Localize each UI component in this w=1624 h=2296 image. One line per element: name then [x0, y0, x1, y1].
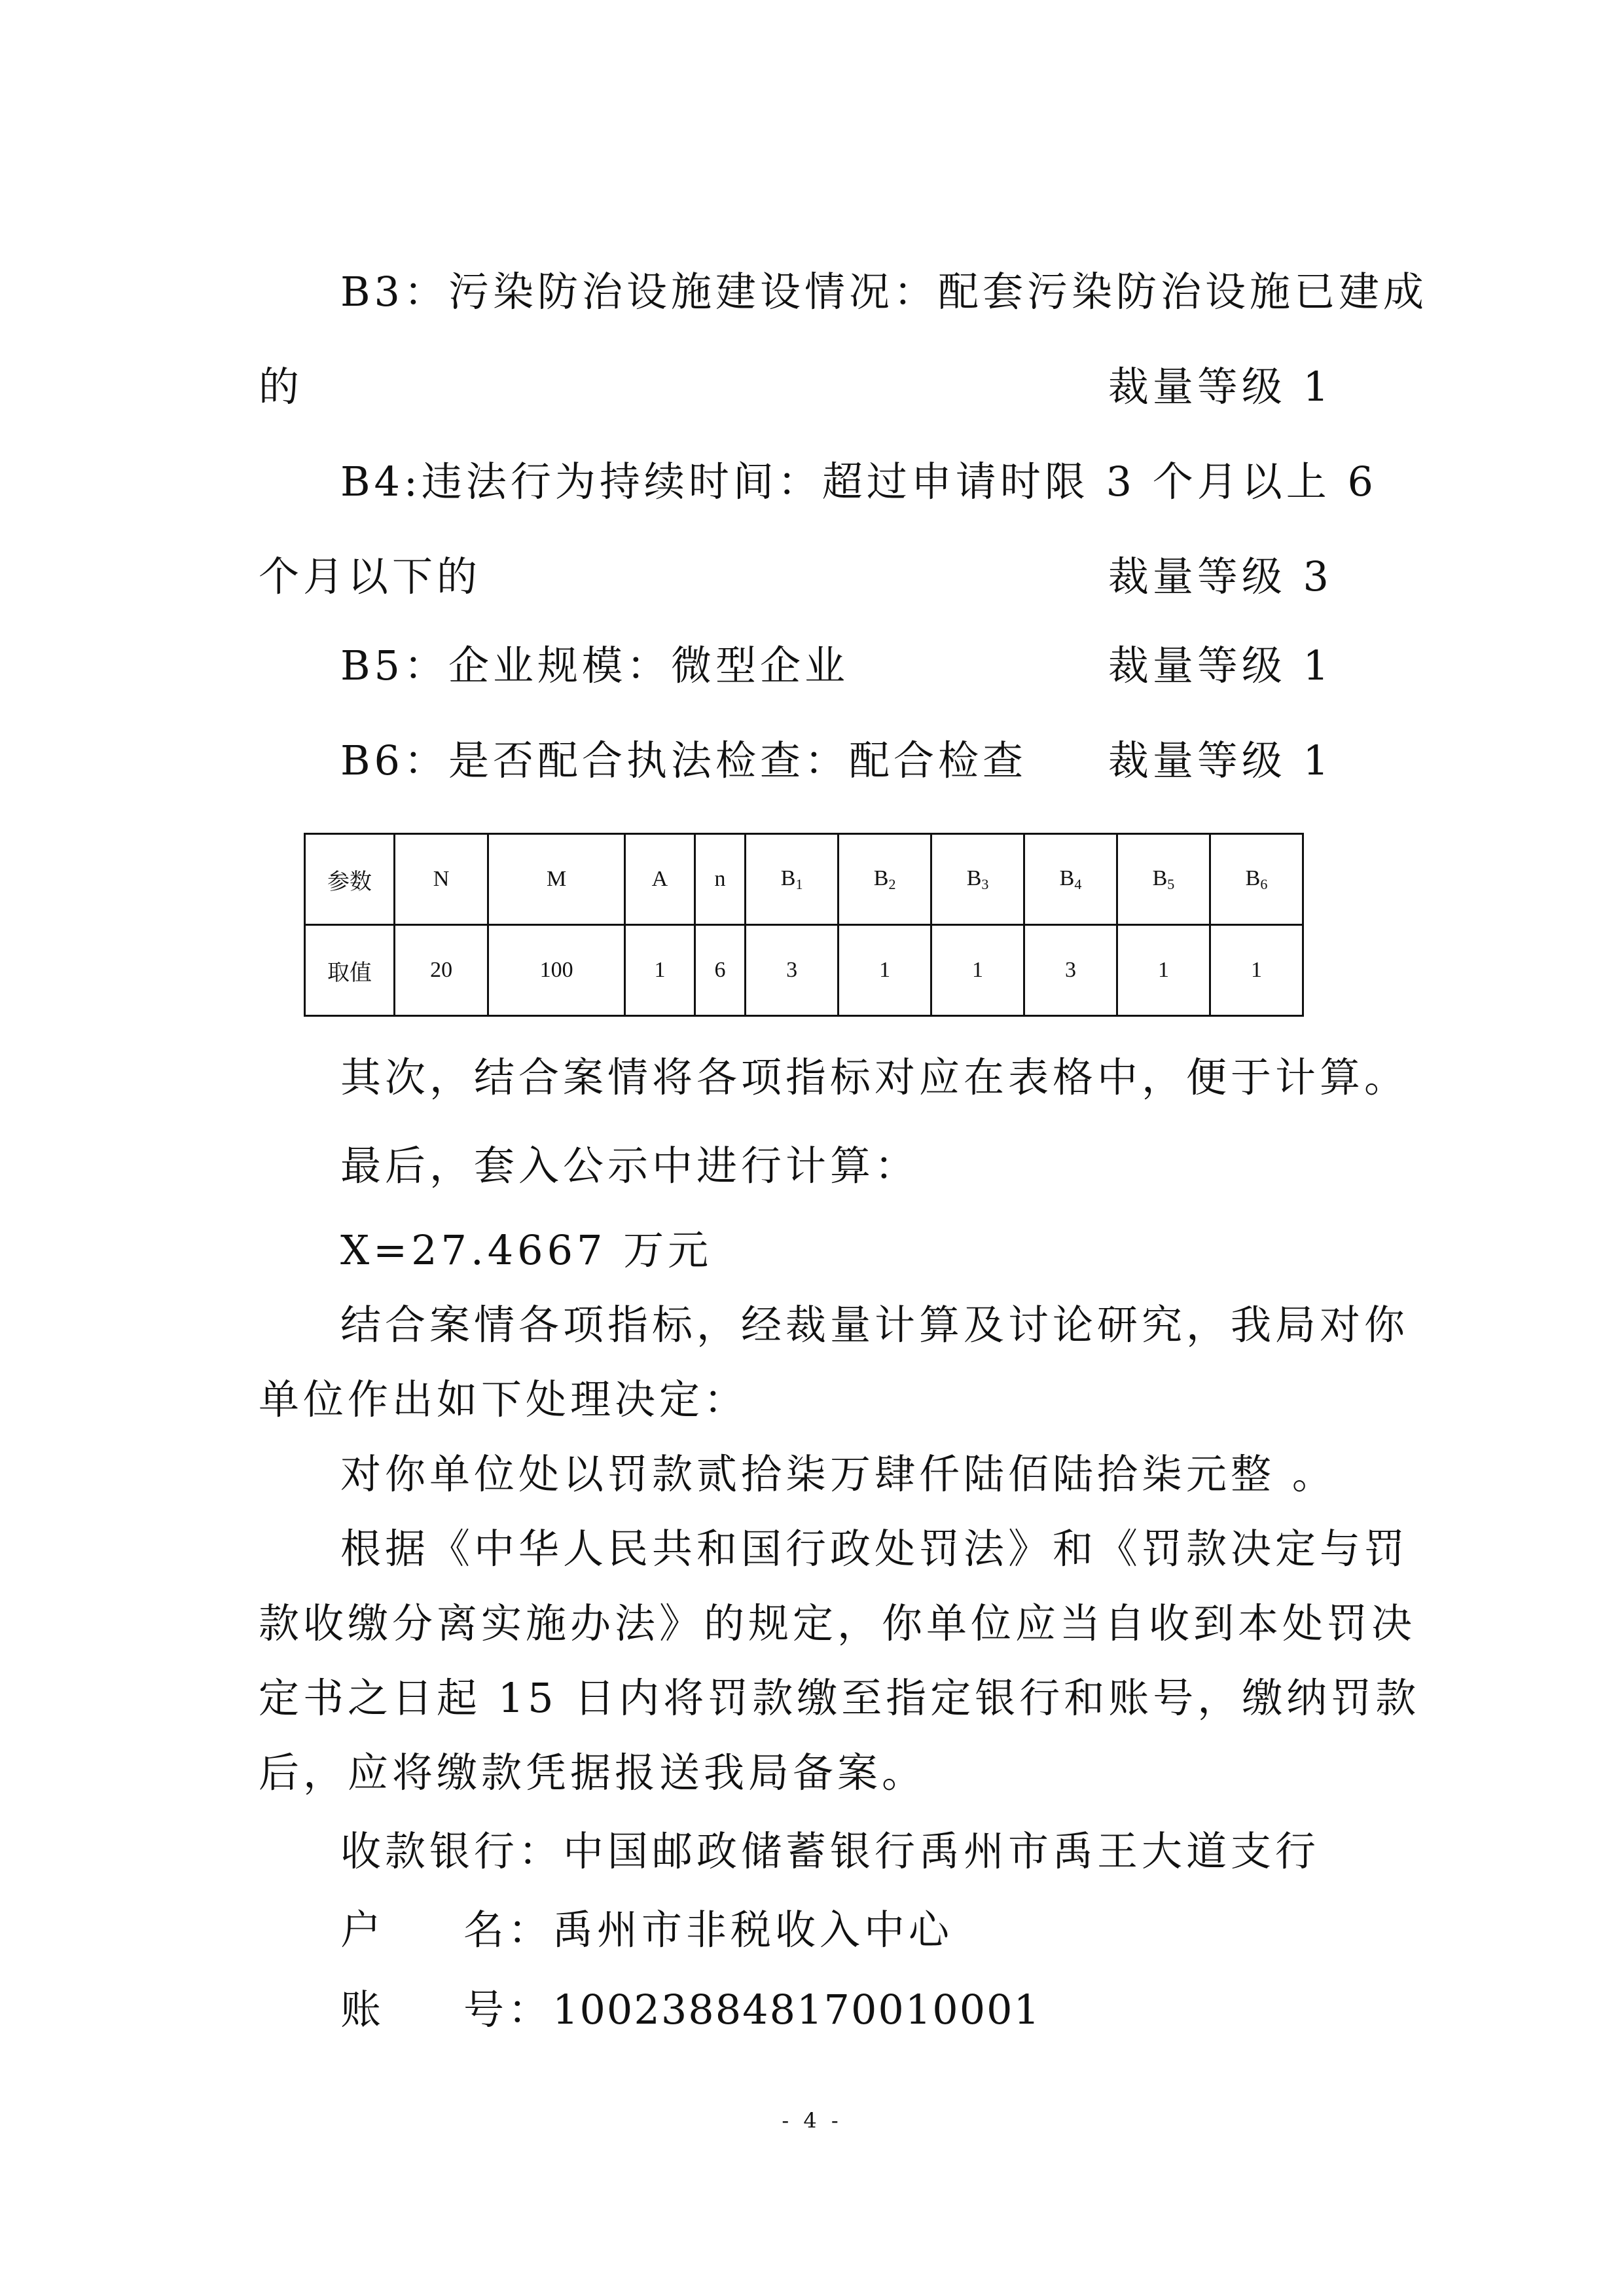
- legal-basis-line3: 定书之日起 15 日内将罚款缴至指定银行和账号，缴纳罚款: [259, 1674, 1420, 1722]
- paragraph-decision-line2: 单位作出如下处理决定：: [259, 1376, 749, 1423]
- param-name: A: [625, 834, 695, 925]
- param-name: M: [488, 834, 625, 925]
- criterion-b5-text: B5：企业规模：微型企业: [340, 642, 850, 689]
- account-number-label-2: 号：: [463, 1986, 553, 2033]
- param-value: 20: [395, 925, 488, 1016]
- bank-name-line: 收款银行：中国邮政储蓄银行禹州市禹王大道支行: [340, 1827, 1320, 1875]
- paragraph-final-step: 最后，套入公示中进行计算：: [340, 1142, 920, 1190]
- page-number: - 4 -: [782, 2108, 842, 2133]
- account-name-label-1: 户: [340, 1906, 386, 1954]
- legal-basis-line4: 后，应将缴款凭据报送我局备案。: [259, 1749, 927, 1796]
- criterion-b3-line2: 的: [259, 363, 304, 410]
- param-name: $B_2$: [839, 834, 931, 925]
- param-value: 100: [488, 925, 625, 1016]
- account-number-line: [340, 1984, 1041, 2036]
- criterion-b4-line2: 个月以下的: [259, 553, 482, 600]
- param-name: $B_3$: [931, 834, 1024, 925]
- legal-basis-line2: 款收缴分离实施办法》的规定，你单位应当自收到本处罚决: [259, 1599, 1416, 1647]
- param-name: N: [395, 834, 488, 925]
- formula-result: X=27.4667 万元: [340, 1226, 713, 1274]
- criterion-b4-level: 裁量等级 3: [1108, 553, 1333, 600]
- param-value: 1: [931, 925, 1024, 1016]
- table-value-label: 取值: [305, 925, 395, 1016]
- param-value: 1: [839, 925, 931, 1016]
- paragraph-next-step: 其次，结合案情将各项指标对应在表格中，便于计算。: [340, 1053, 1409, 1101]
- legal-basis-line1: 根据《中华人民共和国行政处罚法》和《罚款决定与罚: [340, 1525, 1409, 1573]
- criterion-b3-line1: B3：污染防治设施建设情况：配套污染防治设施已建成: [340, 268, 1428, 316]
- param-value: 1: [1117, 925, 1210, 1016]
- param-value: 1: [625, 925, 695, 1016]
- criterion-b6-text: B6：是否配合执法检查：配合检查: [340, 737, 1028, 784]
- table-header-row: [305, 834, 1303, 925]
- account-name-line: [340, 1904, 953, 1956]
- param-value: 6: [695, 925, 745, 1016]
- param-name: $B_6$: [1210, 834, 1303, 925]
- parameter-table: [304, 833, 1304, 1017]
- account-name-value: 禹州市非税收入中心: [552, 1906, 954, 1954]
- account-name-label-2: 名：: [463, 1906, 553, 1954]
- param-value: 3: [1024, 925, 1117, 1016]
- param-name: $B_4$: [1024, 834, 1117, 925]
- criterion-b4-line1: B4:违法行为持续时间：超过申请时限 3 个月以上 6: [340, 458, 1377, 505]
- account-number-label-1: 账: [340, 1986, 386, 2033]
- param-name: $B_5$: [1117, 834, 1210, 925]
- paragraph-decision-line1: 结合案情各项指标，经裁量计算及讨论研究，我局对你: [340, 1301, 1409, 1349]
- account-number-value: 100238848170010001: [552, 1986, 1041, 2033]
- criterion-b6-level: 裁量等级 1: [1108, 737, 1333, 784]
- table-header-label: 参数: [305, 834, 395, 925]
- table-value-row: [305, 925, 1303, 1016]
- param-name: $B_1$: [746, 834, 839, 925]
- criterion-b3-level: 裁量等级 1: [1108, 363, 1333, 410]
- param-name: n: [695, 834, 745, 925]
- param-value: 1: [1210, 925, 1303, 1016]
- criterion-b5-level: 裁量等级 1: [1108, 642, 1333, 689]
- param-value: 3: [746, 925, 839, 1016]
- penalty-statement: 对你单位处以罚款贰拾柒万肆仟陆佰陆拾柒元整 。: [340, 1450, 1337, 1498]
